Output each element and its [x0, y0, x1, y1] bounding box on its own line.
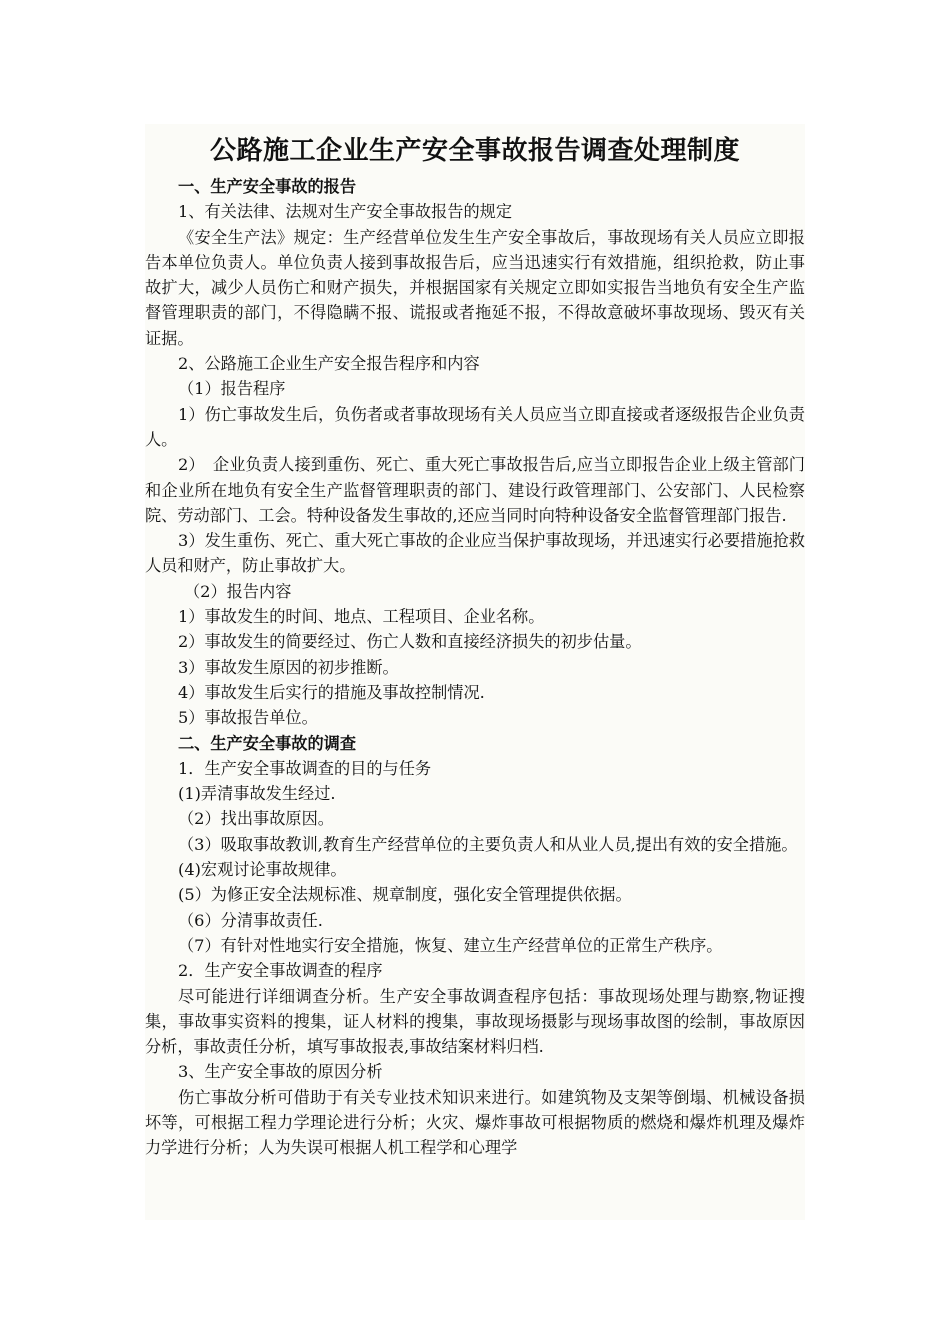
document-title: 公路施工企业生产安全事故报告调查处理制度	[209, 136, 740, 166]
paragraph: 3）发生重伤、死亡、重大死亡事故的企业应当保护事故现场，并迅速实行必要措施抢救人员和财产，防止事故扩大。	[145, 531, 805, 576]
subsection-heading: 2．生产安全事故调查的程序	[178, 961, 383, 981]
subsection-heading: 1．生产安全事故调查的目的与任务	[178, 758, 432, 778]
list-item: (1)弄清事故发生经过.	[178, 784, 336, 804]
list-item: 2）事故发生的简要经过、伤亡人数和直接经济损失的初步估量。	[178, 632, 642, 652]
list-item: 1）事故发生的时间、地点、工程项目、企业名称。	[178, 607, 545, 627]
paragraph: 2） 企业负责人接到重伤、死亡、重大死亡事故报告后,应当立即报告企业上级主管部门和企业所在地负有安全生产监督管理职责的部门、建设行政管理部门、公安部门、人民检察院、劳动部门、工会。特种设备发生事故的,还应当同时向特种设备安全监督管理部门报告.	[145, 455, 805, 525]
subsection-heading: 2、公路施工企业生产安全报告程序和内容	[178, 354, 480, 374]
list-item: (5）为修正安全法规标准、规章制度，强化安全管理提供依据。	[178, 885, 632, 905]
document-page	[145, 124, 805, 1220]
list-item: （6）分清事故责任.	[178, 910, 323, 930]
list-item: (4)宏观讨论事故规律。	[178, 860, 347, 880]
list-item: 4）事故发生后实行的措施及事故控制情况.	[178, 682, 485, 702]
list-heading: （2）报告内容	[184, 581, 292, 601]
list-item: 3）事故发生原因的初步推断。	[178, 657, 399, 677]
list-heading: （1）报告程序	[178, 379, 286, 399]
list-item: （7）有针对性地实行安全措施，恢复、建立生产经营单位的正常生产秩序。	[178, 935, 723, 955]
paragraph: 《安全生产法》规定：生产经营单位发生生产安全事故后，事故现场有关人员应立即报告本单位负责人。单位负责人接到事故报告后，应当迅速实行有效措施，组织抢救，防止事故扩大，减少人员伤亡和财产损失，并根据国家有关规定立即如实报告当地负有安全生产监督管理职责的部门，不得隐瞒不报、谎报或者拖延不报，不得故意破坏事故现场、毁灭有关证据。	[145, 227, 805, 348]
section-heading: 一、生产安全事故的报告	[178, 177, 357, 196]
list-item: （2）找出事故原因。	[178, 809, 334, 829]
subsection-heading: 3、生产安全事故的原因分析	[178, 1062, 383, 1082]
paragraph: 尽可能进行详细调查分析。生产安全事故调查程序包括：事故现场处理与勘察,物证搜集，事故事实资料的搜集，证人材料的搜集，事故现场摄影与现场事故图的绘制，事故原因分析，事故责任分析，填写事故报表,事故结案材料归档.	[145, 986, 805, 1057]
paragraph: 1）伤亡事故发生后，负伤者或者事故现场有关人员应当立即直接或者逐级报告企业负责人。	[145, 404, 805, 449]
paragraph: 伤亡事故分析可借助于有关专业技术知识来进行。如建筑物及支架等倒塌、机械设备损坏等，可根据工程力学理论进行分析；火灾、爆炸事故可根据物质的燃烧和爆炸机理及爆炸力学进行分析；人为失误可根据人机工程学和心理学	[145, 1087, 805, 1158]
list-item: （3）吸取事故教训,教育生产经营单位的主要负责人和从业人员,提出有效的安全措施。	[178, 834, 798, 854]
subsection-heading: 1、有关法律、法规对生产安全事故报告的规定	[178, 202, 513, 222]
section-heading: 二、生产安全事故的调查	[178, 733, 357, 753]
list-item: 5）事故报告单位。	[178, 708, 318, 728]
